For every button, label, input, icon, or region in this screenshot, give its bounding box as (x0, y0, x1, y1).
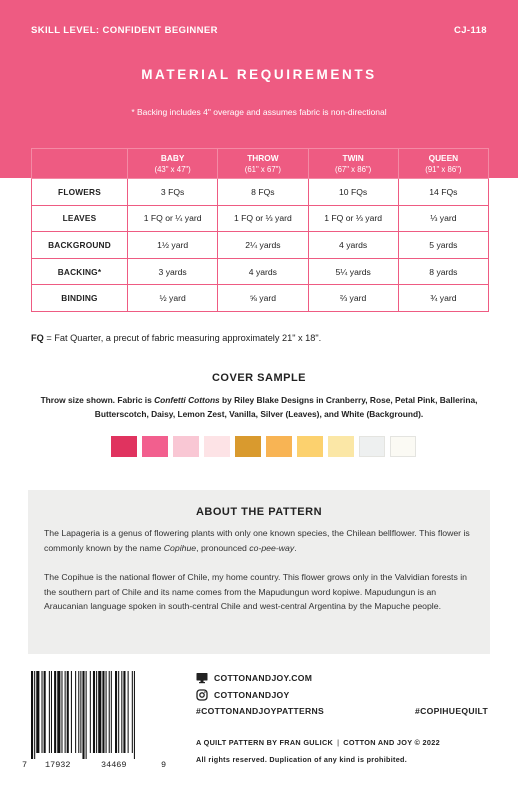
about-paragraph-1 (44, 526, 476, 555)
barcode-bar (65, 671, 66, 753)
row-label-background: BACKGROUND (32, 232, 128, 259)
barcode-bar (57, 671, 60, 753)
cover-sample-text (20, 393, 498, 421)
column-header-queen (398, 149, 488, 179)
rights-notice: All rights reserved. Duplication of any kind is prohibited. (196, 755, 407, 764)
barcode-bar (71, 671, 72, 753)
barcode-bar (80, 671, 81, 753)
table-cell: 2¼ yards (218, 232, 308, 259)
color-swatch (173, 436, 199, 457)
column-size: (67" x 86") (334, 164, 372, 174)
color-swatch (359, 436, 385, 457)
barcode-bar (102, 671, 104, 753)
barcode-bar (134, 671, 135, 759)
table-cell: ½ yard (128, 285, 218, 312)
color-swatch (297, 436, 323, 457)
table-cell: 10 FQs (308, 179, 398, 206)
table-row (32, 285, 489, 312)
row-label-backing: BACKING* (32, 258, 128, 285)
table-cell: 14 FQs (398, 179, 488, 206)
about-text: , pronounced (196, 542, 250, 553)
column-name: THROW (247, 152, 279, 163)
barcode-bar (82, 671, 84, 759)
barcode-bar (98, 671, 101, 753)
cover-text-before: Throw size shown. Fabric is (40, 395, 155, 405)
cover-text-after: by Riley Blake Designs in Cranberry, Rose, Petal Pink, Ballerina, Butterscotch, Daisy, Lemon Zest, Vanilla, Silver (Leaves), and White (Background). (94, 395, 478, 419)
barcode-digits (22, 760, 167, 770)
column-size: (91" x 86") (425, 164, 462, 174)
hashtag-row (196, 706, 324, 716)
requirements-table (31, 148, 489, 312)
instagram-icon (196, 689, 208, 701)
column-header-twin (308, 149, 398, 179)
column-size: (43" x 47") (154, 164, 191, 174)
barcode-bar (86, 671, 87, 759)
row-label-binding: BINDING (32, 285, 128, 312)
barcode-bar (111, 671, 112, 753)
about-emphasis: Copihue (163, 542, 197, 553)
barcode-bar (90, 671, 91, 753)
column-name: BABY (160, 152, 185, 163)
table-row (32, 205, 489, 232)
column-name: QUEEN (428, 152, 459, 163)
pattern-code: CJ-118 (453, 25, 487, 36)
about-text: The Lapageria is a genus of flowering plants with only one known species, the Chilean bellflower. This flower is commonly known by the name (44, 528, 470, 553)
table-cell: 1½ yard (128, 232, 218, 259)
table-cell: 1 FQ or ⅓ yard (308, 205, 398, 232)
barcode-bar (106, 671, 107, 753)
barcode (31, 671, 159, 759)
fabric-swatches (111, 436, 416, 457)
table-cell: ⅔ yard (308, 285, 398, 312)
table-cell: 5¼ yards (308, 258, 398, 285)
column-size: (61" x 67") (244, 164, 282, 174)
table-cell: 8 yards (398, 258, 488, 285)
instagram-handle[interactable]: COTTONANDJOY (214, 690, 290, 700)
barcode-bar (121, 671, 122, 753)
website-link[interactable]: COTTONANDJOY.COM (214, 673, 313, 683)
barcode-bar (78, 671, 79, 753)
table-cell: 8 FQs (218, 179, 308, 206)
barcode-bar (96, 671, 97, 753)
barcode-digit-group: 7 (22, 760, 28, 770)
table-corner (32, 149, 128, 179)
material-requirements-title: MATERIAL REQUIREMENTS (141, 67, 377, 82)
table-cell: 4 yards (308, 232, 398, 259)
barcode-digit-group: 34469 (101, 760, 127, 770)
credit-separator: | (337, 738, 340, 747)
barcode-bar (123, 671, 125, 753)
about-emphasis: co-pee-way (249, 542, 295, 553)
fq-term: FQ (31, 333, 44, 343)
column-header-baby (128, 149, 218, 179)
barcode-bar (75, 671, 76, 753)
barcode-digit-group: 17932 (45, 760, 71, 770)
table-cell: 3 yards (128, 258, 218, 285)
header-bar (31, 25, 487, 36)
table-cell: ⅓ yard (398, 205, 488, 232)
barcode-bar (49, 671, 50, 753)
barcode-bar (31, 671, 33, 759)
color-swatch (142, 436, 168, 457)
hashtag-quilt[interactable]: #COPIHUEQUILT (415, 706, 488, 716)
barcode-bar (51, 671, 52, 753)
table-row (32, 232, 489, 259)
color-swatch (204, 436, 230, 457)
fq-note (31, 333, 321, 343)
table-cell: 3 FQs (128, 179, 218, 206)
barcode-bar (93, 671, 95, 753)
color-swatch (328, 436, 354, 457)
row-label-leaves: LEAVES (32, 205, 128, 232)
about-paragraph-2: The Copihue is the national flower of Chile, my home country. This flower grows only in the Valvidian forests in the southern part of Chile and its name comes from the Mapudungun word kopiwe. Mapudungun is an Araucanian language spoken in south-central Chile and west-central Argentina by the Mapuche people. (44, 572, 467, 611)
column-name: TWIN (342, 152, 364, 163)
instagram-row[interactable] (196, 689, 290, 701)
color-swatch (390, 436, 416, 457)
color-swatch (235, 436, 261, 457)
column-header-throw (218, 149, 308, 179)
copyright: COTTON AND JOY © 2022 (343, 738, 440, 747)
barcode-bar (42, 671, 43, 753)
monitor-icon (196, 672, 208, 684)
barcode-bar (44, 671, 46, 753)
hashtag-patterns[interactable]: #COTTONANDJOYPATTERNS (196, 706, 325, 716)
backing-note: * Backing includes 4" overage and assumes fabric is non-directional (131, 107, 387, 117)
table-header-row (32, 149, 489, 179)
row-label-flowers: FLOWERS (32, 179, 128, 206)
barcode-bar (118, 671, 119, 753)
barcode-bar (109, 671, 110, 753)
barcode-bar (34, 671, 35, 759)
table-cell: 1 FQ or ⅓ yard (218, 205, 308, 232)
about-text: . (294, 542, 297, 553)
barcode-bar (132, 671, 133, 753)
barcode-bar (54, 671, 56, 753)
table-cell: 4 yards (218, 258, 308, 285)
about-panel (28, 490, 490, 654)
color-swatch (266, 436, 292, 457)
cover-sample-title: COVER SAMPLE (211, 372, 306, 384)
table-cell: 1 FQ or ¼ yard (128, 205, 218, 232)
barcode-bar (61, 671, 62, 753)
barcode-bars (31, 671, 159, 759)
website-row[interactable] (196, 672, 312, 684)
credit-line (196, 738, 440, 747)
designer-credit: A QUILT PATTERN BY FRAN GULICK (196, 738, 334, 747)
table-row (32, 258, 489, 285)
table-row (32, 179, 489, 206)
barcode-bar (36, 671, 39, 753)
table-cell: 5 yards (398, 232, 488, 259)
color-swatch (111, 436, 137, 457)
barcode-bar (128, 671, 129, 753)
skill-level: SKILL LEVEL: CONFIDENT BEGINNER (31, 25, 218, 36)
fq-definition: = Fat Quarter, a precut of fabric measuring approximately 21" x 18". (43, 333, 322, 343)
barcode-digit-group: 9 (161, 760, 167, 770)
fabric-name: Confetti Cottons (154, 395, 220, 405)
table-cell: ⅝ yard (218, 285, 308, 312)
barcode-bar (67, 671, 69, 753)
barcode-bar (115, 671, 117, 753)
table-cell: ¾ yard (398, 285, 488, 312)
about-title: ABOUT THE PATTERN (195, 506, 323, 518)
